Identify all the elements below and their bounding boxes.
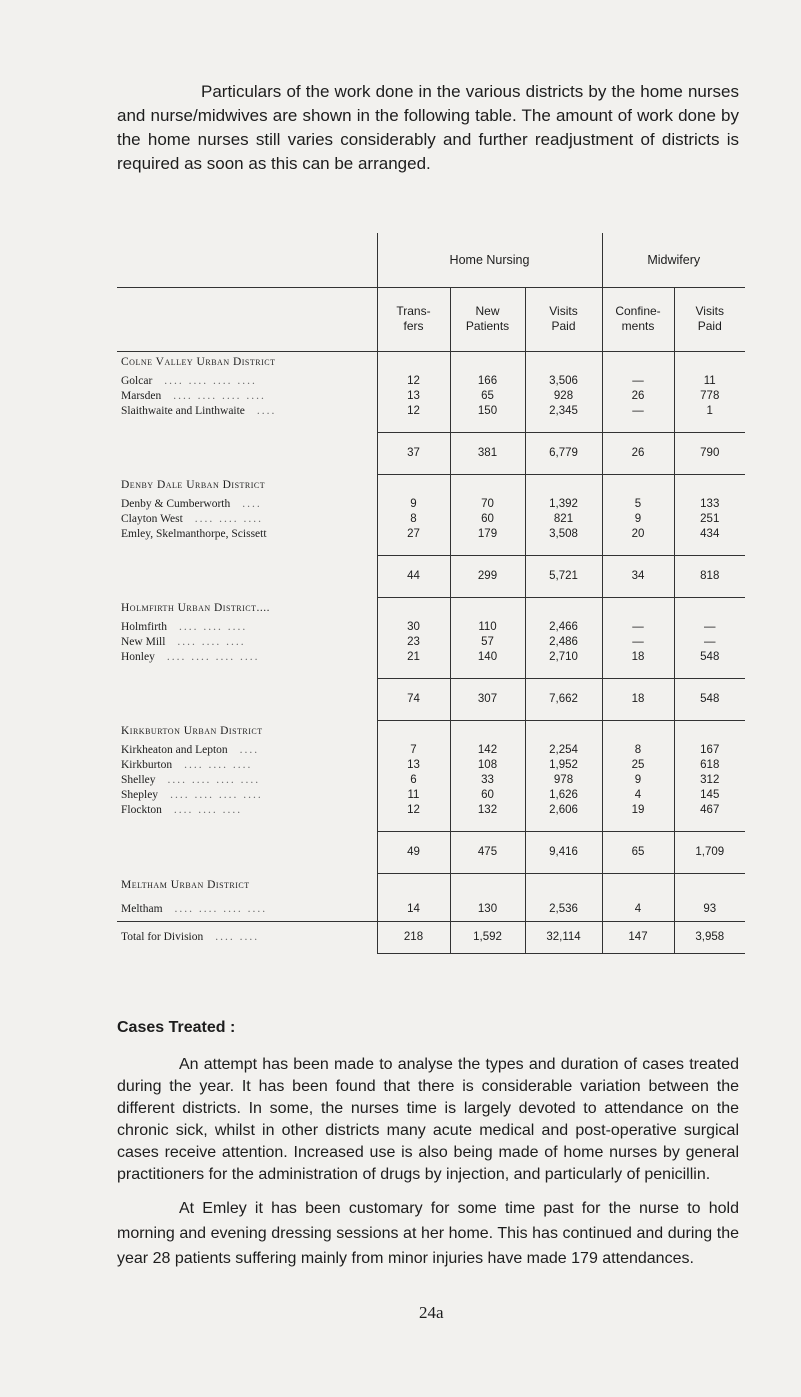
cell-transfers (377, 873, 450, 897)
area-name: Meltham (121, 902, 163, 915)
cell-visits-paid: 928 (525, 388, 602, 403)
leader-dots: .... .... .... (177, 635, 246, 648)
cell-mw-visits: 1,709 (674, 831, 745, 873)
cell-mw-visits: 11 (674, 373, 745, 388)
cell-confinements: 4 (602, 787, 674, 802)
cell-confinements (602, 664, 674, 678)
cell-mw-visits: 434 (674, 526, 745, 541)
cell-confinements: 18 (602, 678, 674, 720)
cell-confinements (602, 873, 674, 897)
spacer-row (117, 664, 745, 678)
cell-new-patients: 166 (450, 373, 525, 388)
cell-transfers: 30 (377, 619, 450, 634)
cell-new-patients (450, 351, 525, 373)
cell-transfers (377, 474, 450, 496)
cell-transfers: 13 (377, 388, 450, 403)
cell-mw-visits (674, 597, 745, 619)
row-label (117, 474, 377, 496)
cell-transfers: 12 (377, 802, 450, 817)
cell-transfers: 6 (377, 772, 450, 787)
cell-confinements: 20 (602, 526, 674, 541)
row-label (117, 555, 377, 597)
district-name: Meltham Urban District (121, 879, 250, 891)
cell-visits-paid (525, 541, 602, 555)
leader-dots: .... .... .... .... (170, 788, 263, 801)
cell-visits-paid: 7,662 (525, 678, 602, 720)
cell-confinements (602, 351, 674, 373)
cell-confinements: 8 (602, 742, 674, 757)
cell-confinements: 34 (602, 555, 674, 597)
cell-new-patients: 307 (450, 678, 525, 720)
cell-visits-paid: 6,779 (525, 432, 602, 474)
cell-confinements (602, 541, 674, 555)
col-confinements (602, 287, 674, 351)
col-new-patients-label: New Patients (465, 304, 510, 333)
cell-new-patients (450, 664, 525, 678)
cell-mw-visits: 467 (674, 802, 745, 817)
cell-transfers: 12 (377, 373, 450, 388)
cell-visits-paid: 821 (525, 511, 602, 526)
cell-visits-paid: 2,254 (525, 742, 602, 757)
cell-confinements: 4 (602, 897, 674, 921)
area-name: Flockton (121, 803, 162, 816)
cell-new-patients (450, 720, 525, 742)
cell-mw-visits (674, 873, 745, 897)
col-new-patients (450, 287, 525, 351)
cell-confinements (602, 597, 674, 619)
row-label (117, 373, 377, 388)
table-row (117, 403, 745, 418)
leader-dots: .... (239, 743, 260, 756)
table-row (117, 634, 745, 649)
cell-mw-visits: 818 (674, 555, 745, 597)
table-body (117, 351, 745, 953)
table-row (117, 757, 745, 772)
cell-new-patients: 299 (450, 555, 525, 597)
cell-confinements (602, 817, 674, 831)
area-name: Slaithwaite and Linthwaite (121, 404, 245, 417)
district-name: Denby Dale Urban District (121, 479, 266, 491)
cell-mw-visits (674, 541, 745, 555)
col-transfers-label: Trans- fers (396, 304, 431, 333)
table-row (117, 526, 745, 541)
cell-visits-paid: 1,392 (525, 496, 602, 511)
row-label (117, 772, 377, 787)
table-row (117, 619, 745, 634)
row-label (117, 921, 377, 953)
table-row (117, 897, 745, 921)
cell-transfers: 218 (377, 921, 450, 953)
cell-confinements (602, 418, 674, 432)
cell-visits-paid: 2,466 (525, 619, 602, 634)
subtotal-row (117, 831, 745, 873)
cell-transfers (377, 664, 450, 678)
cell-confinements: 26 (602, 432, 674, 474)
cell-confinements: 18 (602, 649, 674, 664)
cell-new-patients: 65 (450, 388, 525, 403)
cell-transfers: 49 (377, 831, 450, 873)
cell-confinements: 25 (602, 757, 674, 772)
page-number: 24a (419, 1303, 444, 1322)
row-label (117, 802, 377, 817)
cell-mw-visits: 3,958 (674, 921, 745, 953)
total-row (117, 921, 745, 953)
cell-confinements: — (602, 634, 674, 649)
table-row (117, 496, 745, 511)
district-name: Colne Valley Urban District (121, 356, 276, 369)
row-label (117, 757, 377, 772)
cell-transfers: 12 (377, 403, 450, 418)
leader-dots: .... (242, 497, 262, 510)
cell-visits-paid: 2,345 (525, 403, 602, 418)
leader-dots: .... (256, 404, 277, 417)
col-visits-paid-mw-label: Visits Paid (695, 304, 724, 333)
district-name: Holmfirth Urban District.... (121, 602, 271, 614)
cell-confinements: 19 (602, 802, 674, 817)
area-name: Honley (121, 650, 155, 663)
cell-transfers: 13 (377, 757, 450, 772)
table-row (117, 373, 745, 388)
cell-visits-paid (525, 873, 602, 897)
cell-new-patients (450, 474, 525, 496)
midwifery-header: Midwifery (602, 233, 745, 287)
cell-visits-paid: 2,486 (525, 634, 602, 649)
cell-mw-visits: 251 (674, 511, 745, 526)
cell-transfers: 8 (377, 511, 450, 526)
district-heading-row (117, 720, 745, 742)
district-heading-row (117, 474, 745, 496)
cell-new-patients: 381 (450, 432, 525, 474)
col-transfers (377, 287, 450, 351)
cell-transfers: 23 (377, 634, 450, 649)
row-label (117, 831, 377, 873)
row-label (117, 541, 377, 555)
cell-mw-visits: 93 (674, 897, 745, 921)
cell-visits-paid: 5,721 (525, 555, 602, 597)
row-label (117, 418, 377, 432)
cell-new-patients: 150 (450, 403, 525, 418)
cell-confinements: — (602, 373, 674, 388)
row-label (117, 619, 377, 634)
subtotal-row (117, 432, 745, 474)
cell-mw-visits (674, 351, 745, 373)
row-label (117, 597, 377, 619)
table-row (117, 649, 745, 664)
district-heading-row (117, 351, 745, 373)
area-name: Clayton West (121, 512, 183, 525)
area-name: Kirkheaton and Lepton (121, 743, 228, 756)
subtotal-row (117, 555, 745, 597)
cell-visits-paid: 1,952 (525, 757, 602, 772)
cell-new-patients (450, 541, 525, 555)
emley-paragraph: At Emley it has been customary for some time past for the nurse to hold morning and evening dressing sessions at her home. This has continued and during the year 28 patients suffering mainly from minor injuries have made 179 attendances. (117, 1200, 739, 1267)
cell-mw-visits (674, 720, 745, 742)
district-name: Kirkburton Urban District (121, 725, 263, 737)
row-label (117, 817, 377, 831)
intro-paragraph: Particulars of the work done in the various districts by the home nurses and nurse/midwives are shown in the following table. The amount of work done by the home nurses still varies considerably and further readjustment of districts is required as soon as this can be arranged. (117, 82, 739, 173)
cell-new-patients: 1,592 (450, 921, 525, 953)
cell-transfers (377, 541, 450, 555)
cell-visits-paid (525, 664, 602, 678)
cell-visits-paid: 32,114 (525, 921, 602, 953)
row-label (117, 664, 377, 678)
cell-visits-paid: 9,416 (525, 831, 602, 873)
cell-confinements: 26 (602, 388, 674, 403)
row-label (117, 720, 377, 742)
cell-visits-paid (525, 597, 602, 619)
cell-new-patients: 108 (450, 757, 525, 772)
leader-dots: .... .... (215, 931, 260, 944)
area-name: Total for Division (121, 931, 204, 944)
cell-visits-paid: 978 (525, 772, 602, 787)
row-label (117, 742, 377, 757)
cell-mw-visits: 167 (674, 742, 745, 757)
row-label (117, 403, 377, 418)
col-visits-paid-mw (674, 287, 745, 351)
cell-new-patients: 140 (450, 649, 525, 664)
cell-transfers: 21 (377, 649, 450, 664)
cell-mw-visits: 312 (674, 772, 745, 787)
table-row (117, 511, 745, 526)
district-heading-row (117, 873, 745, 897)
cell-visits-paid (525, 474, 602, 496)
cell-transfers: 27 (377, 526, 450, 541)
cell-visits-paid (525, 418, 602, 432)
area-name: Emley, Skelmanthorpe, Scissett (121, 527, 267, 540)
cell-new-patients: 70 (450, 496, 525, 511)
area-name: Shepley (121, 788, 159, 801)
cell-mw-visits: 778 (674, 388, 745, 403)
cell-new-patients: 57 (450, 634, 525, 649)
cell-mw-visits: 548 (674, 678, 745, 720)
cell-mw-visits: 133 (674, 496, 745, 511)
cell-mw-visits: — (674, 634, 745, 649)
row-label (117, 678, 377, 720)
row-label (117, 897, 377, 921)
leader-dots: .... .... .... .... (166, 650, 260, 663)
cell-mw-visits: 145 (674, 787, 745, 802)
district-heading-row (117, 597, 745, 619)
spacer-row (117, 541, 745, 555)
row-label (117, 351, 377, 373)
row-label (117, 511, 377, 526)
area-name: Shelley (121, 773, 156, 786)
cell-new-patients: 60 (450, 511, 525, 526)
leader-dots: .... .... .... (184, 758, 253, 771)
cell-new-patients: 130 (450, 897, 525, 921)
cell-mw-visits: 618 (674, 757, 745, 772)
cell-new-patients: 110 (450, 619, 525, 634)
cell-transfers (377, 418, 450, 432)
row-label (117, 649, 377, 664)
cell-new-patients (450, 597, 525, 619)
cell-transfers (377, 597, 450, 619)
cell-new-patients: 132 (450, 802, 525, 817)
area-name: New Mill (121, 635, 166, 648)
home-nursing-midwifery-table (117, 233, 745, 954)
cell-transfers: 14 (377, 897, 450, 921)
cell-visits-paid: 2,536 (525, 897, 602, 921)
cell-transfers: 37 (377, 432, 450, 474)
cell-transfers (377, 351, 450, 373)
col-confinements-label: Confine- ments (615, 304, 661, 333)
row-label (117, 873, 377, 897)
cases-treated-heading: Cases Treated : (117, 1019, 236, 1036)
table-row (117, 388, 745, 403)
cell-transfers: 44 (377, 555, 450, 597)
cell-confinements: 9 (602, 511, 674, 526)
cell-mw-visits: — (674, 619, 745, 634)
cell-mw-visits (674, 418, 745, 432)
cell-confinements: 65 (602, 831, 674, 873)
cell-transfers: 7 (377, 742, 450, 757)
table-row (117, 787, 745, 802)
cell-new-patients (450, 817, 525, 831)
home-nursing-header: Home Nursing (377, 233, 602, 287)
col-visits-paid-hn (525, 287, 602, 351)
row-label (117, 388, 377, 403)
area-name: Marsden (121, 389, 162, 402)
cell-confinements: 5 (602, 496, 674, 511)
table-row (117, 802, 745, 817)
spacer-row (117, 817, 745, 831)
cell-visits-paid (525, 720, 602, 742)
cell-mw-visits: 548 (674, 649, 745, 664)
cell-new-patients (450, 418, 525, 432)
leader-dots: .... .... .... .... (173, 389, 266, 402)
cell-visits-paid: 3,506 (525, 373, 602, 388)
leader-dots: .... .... .... (179, 620, 248, 633)
leader-dots: .... .... .... .... (164, 374, 257, 387)
cell-confinements (602, 720, 674, 742)
area-name: Denby & Cumberworth (121, 497, 231, 510)
cell-visits-paid: 2,710 (525, 649, 602, 664)
cell-transfers (377, 720, 450, 742)
cell-mw-visits: 790 (674, 432, 745, 474)
cell-mw-visits (674, 664, 745, 678)
cell-confinements (602, 474, 674, 496)
cell-mw-visits: 1 (674, 403, 745, 418)
cell-new-patients: 179 (450, 526, 525, 541)
cell-visits-paid: 3,508 (525, 526, 602, 541)
row-label (117, 634, 377, 649)
cases-treated-paragraph: An attempt has been made to analyse the types and duration of cases treated during the year. It has been found that there is considerable variation between the different districts. In some, the nurses time is largely devoted to attendance on the chronic sick, whilst in other districts many acute medical and post-operative surgical cases receive attention. Increased use is also being made of home nurses by general practitioners for the administration of drugs by injection, and particularly of penicillin. (117, 1056, 739, 1183)
cell-new-patients: 475 (450, 831, 525, 873)
cell-transfers (377, 817, 450, 831)
cell-confinements: — (602, 403, 674, 418)
cell-confinements: 147 (602, 921, 674, 953)
cell-transfers: 74 (377, 678, 450, 720)
cell-visits-paid (525, 817, 602, 831)
leader-dots: .... .... .... .... (174, 902, 268, 915)
cell-mw-visits (674, 474, 745, 496)
leader-dots: .... .... .... (173, 803, 243, 816)
cell-confinements: — (602, 619, 674, 634)
cell-transfers: 9 (377, 496, 450, 511)
cell-confinements: 9 (602, 772, 674, 787)
cell-new-patients: 33 (450, 772, 525, 787)
spacer-row (117, 418, 745, 432)
cell-transfers: 11 (377, 787, 450, 802)
leader-dots: .... .... .... .... (167, 773, 261, 786)
area-name: Holmfirth (121, 620, 167, 633)
row-label (117, 787, 377, 802)
row-label (117, 526, 377, 541)
cell-visits-paid (525, 351, 602, 373)
subtotal-row (117, 678, 745, 720)
area-name: Golcar (121, 374, 153, 387)
row-label (117, 432, 377, 474)
col-visits-paid-hn-label: Visits Paid (549, 304, 578, 333)
cell-new-patients (450, 873, 525, 897)
cell-visits-paid: 1,626 (525, 787, 602, 802)
leader-dots: .... .... .... (194, 512, 264, 525)
cell-visits-paid: 2,606 (525, 802, 602, 817)
table-row (117, 742, 745, 757)
cell-new-patients: 142 (450, 742, 525, 757)
area-name: Kirkburton (121, 758, 173, 771)
cell-new-patients: 60 (450, 787, 525, 802)
cell-mw-visits (674, 817, 745, 831)
table-row (117, 772, 745, 787)
row-label (117, 496, 377, 511)
